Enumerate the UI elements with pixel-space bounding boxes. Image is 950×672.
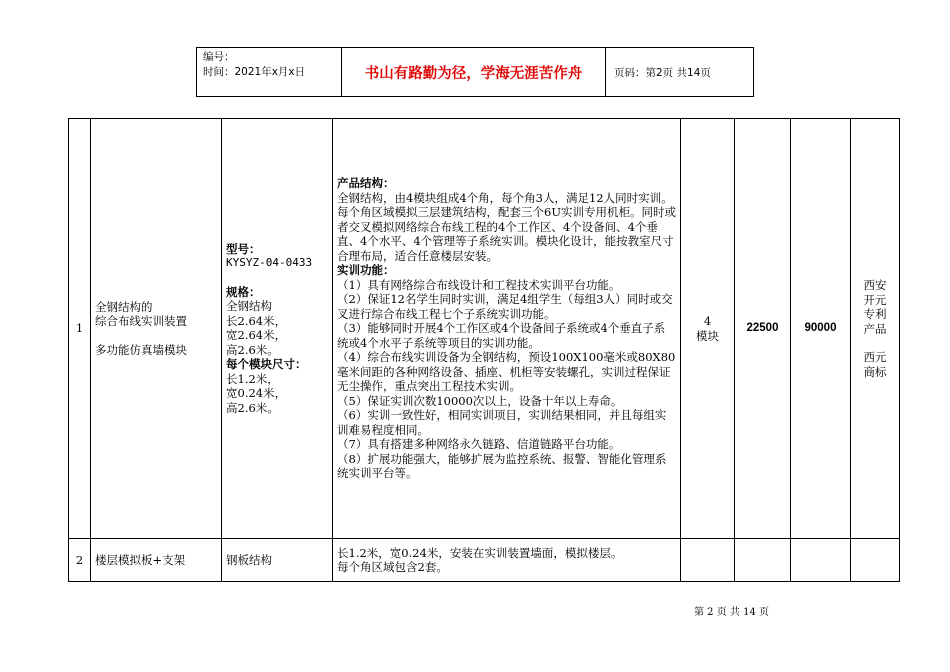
brand-line: 开元	[863, 292, 887, 307]
item-spec	[222, 119, 333, 539]
module-line: 高2.6米。	[226, 400, 279, 415]
empty-cell	[735, 539, 791, 582]
function-item: （2）保证12名学生同时实训，满足4组学生（每组3人）同时或交叉进行综合布线工程七个子系统实训功能。	[337, 292, 673, 321]
row-index: 1	[69, 119, 91, 539]
row-index: 2	[69, 539, 91, 582]
header-motto: 书山有路勤为径，学海无涯苦作舟	[342, 48, 606, 96]
size-line: 长2.64米，	[226, 313, 287, 328]
desc-line: 长1.2米，宽0.24米，安装在实训装置墙面，模拟楼层。	[337, 545, 623, 560]
size-line: 高2.6米。	[226, 342, 279, 357]
function-item: （7）具有搭建多种网络永久链路、信道链路平台功能。	[337, 437, 621, 452]
brand-line: 西安	[863, 278, 887, 292]
item-name-line: 全钢结构的	[95, 299, 153, 314]
brand-line: 产品	[863, 321, 887, 336]
function-item: （5）保证实训次数10000次以上，设备十年以上寿命。	[337, 393, 623, 408]
unit-price: 22500	[735, 119, 791, 539]
size-line: 全钢结构	[226, 299, 272, 314]
item-name-line: 多功能仿真墙模块	[95, 342, 187, 357]
function-item: （8）扩展功能强大，能够扩展为监控系统、报警、智能化管理系统实训平台等。	[337, 451, 667, 481]
header-page: 页码：第2页 共14页	[614, 66, 711, 79]
header-time: 时间：2021年x月x日	[203, 66, 306, 78]
desc-line: 每个角区域包含2套。	[337, 560, 448, 574]
item-quantity	[681, 119, 735, 539]
page-footer: 第 2 页 共 14 页	[694, 607, 769, 618]
header-meta	[197, 48, 342, 96]
function-item: （6）实训一致性好，相同实训项目，实训结果相同，并且每组实训难易程度相同。	[337, 408, 667, 437]
equipment-table	[68, 118, 900, 582]
item-name: 楼层模拟板+支架	[91, 539, 222, 582]
item-description	[333, 119, 681, 539]
function-item: （3）能够同时开展4个工作区或4个设备间子系统或4个垂直子系统或4个水平子系统等项目的实训功能。	[337, 321, 666, 350]
structure-label: 产品结构：	[337, 176, 395, 191]
item-description	[333, 539, 681, 582]
quantity-value: 4	[703, 314, 712, 328]
header-number: 编号：	[203, 51, 235, 63]
structure-text: 全钢结构，由4模块组成4个角，每个角3人，满足12人同时实训。每个角区域模拟三层建筑结构，配套三个6U实训专用机柜。同时或者交叉模拟网络综合布线工程的4个工作区、4个设备间、4个垂直、4个水平、4个管理等子系统实训。模块化设计，能按教室尺寸合理布局，适合任意楼层安装。	[337, 190, 677, 263]
size-label: 规格：	[226, 284, 261, 299]
quantity-unit: 模块	[696, 328, 719, 343]
empty-cell	[791, 539, 851, 582]
model-value: KYSYZ-04-0433	[226, 256, 313, 270]
empty-cell	[851, 539, 900, 582]
size-line: 宽2.64米，	[226, 328, 287, 343]
brand-line: 商标	[863, 364, 887, 379]
total-price: 90000	[791, 119, 851, 539]
item-brand	[851, 119, 900, 539]
module-label: 每个模块尺寸：	[226, 357, 307, 372]
table-row	[69, 539, 900, 582]
item-name-line: 综合布线实训装置	[95, 314, 187, 329]
module-line: 宽0.24米，	[226, 386, 287, 401]
function-item: （4）综合布线实训设备为全钢结构，预设100X100毫米或80X80毫米间距的各种网络设备、插座、机柜等安装螺孔，实训过程保证无尘操作，重点突出工程技术实训。	[337, 350, 676, 394]
function-item: （1）具有网络综合布线设计和工程技术实训平台功能。	[337, 277, 621, 292]
model-label: 型号：	[226, 241, 261, 256]
item-name	[91, 119, 222, 539]
brand-line: 西元	[863, 350, 887, 364]
page-header	[196, 47, 754, 97]
brand-line: 专利	[863, 307, 887, 321]
function-label: 实训功能：	[337, 263, 395, 278]
empty-cell	[681, 539, 735, 582]
table-row	[69, 119, 900, 539]
module-line: 长1.2米，	[226, 371, 279, 386]
item-spec: 钢板结构	[222, 539, 333, 582]
